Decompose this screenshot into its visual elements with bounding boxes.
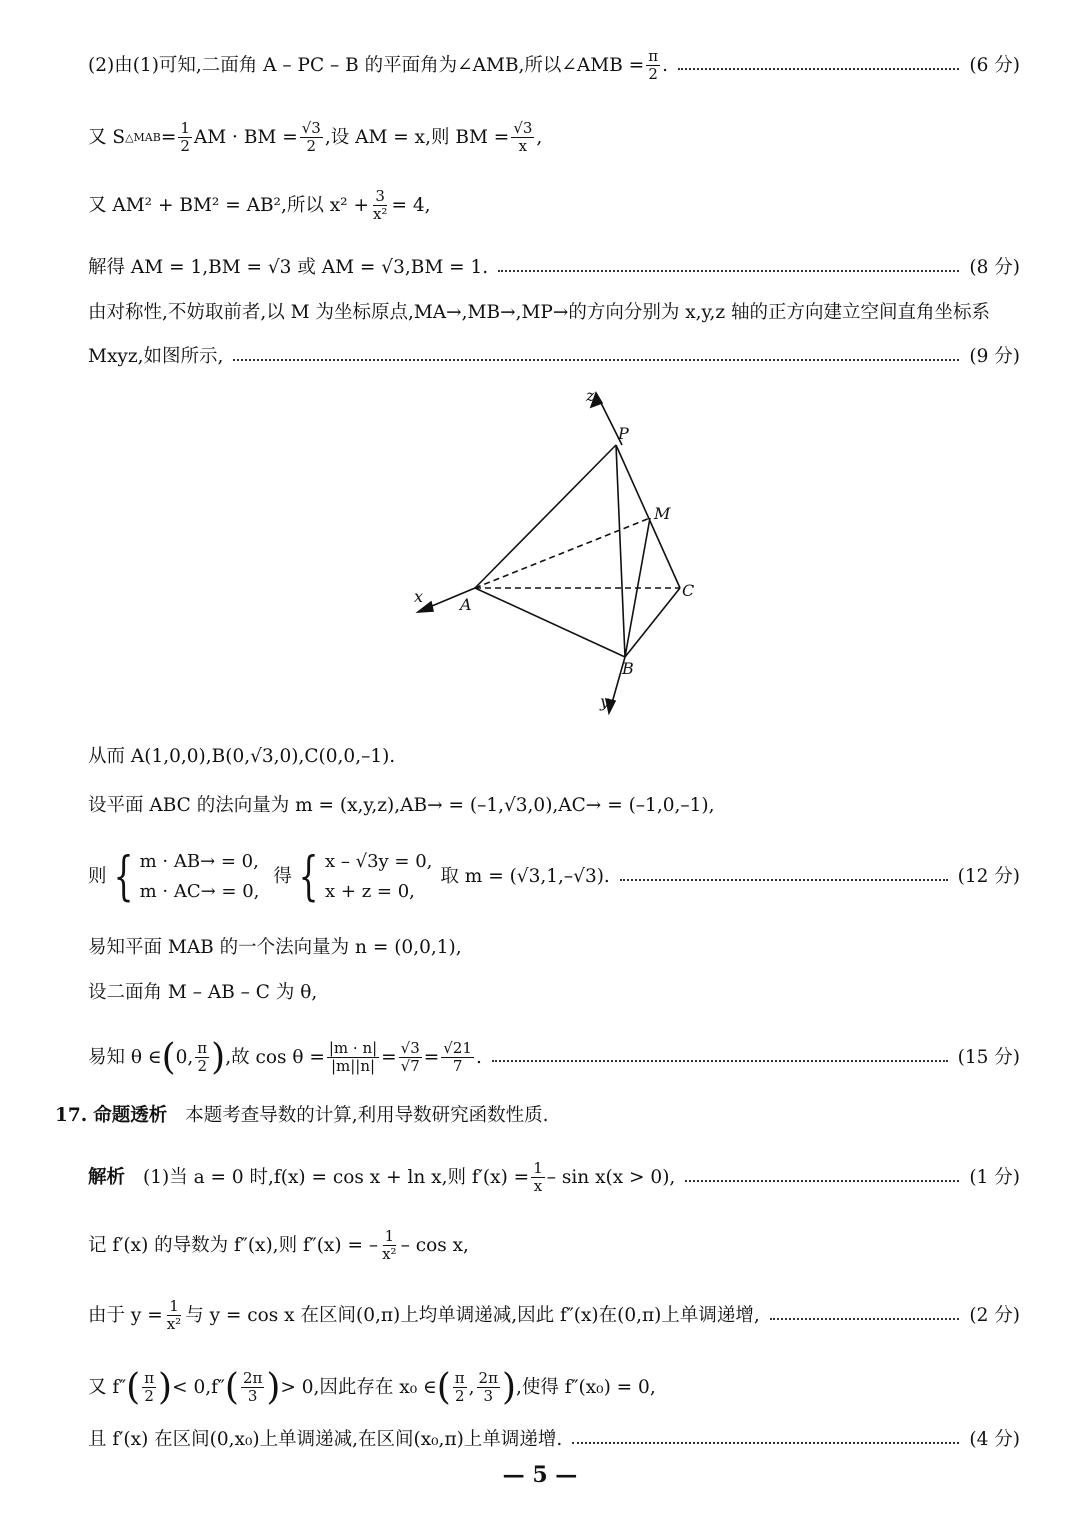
label-y: y <box>600 692 610 711</box>
problem-17-heading: 17. 命题透析 本题考查导数的计算,利用导数研究函数性质. <box>55 1103 1020 1129</box>
edge-AM <box>475 518 650 588</box>
section-label: 解析 <box>88 1166 126 1188</box>
fraction: $\frac{\pi}{2}$ <box>648 47 659 83</box>
score-label: (15 分) <box>957 1046 1020 1068</box>
solution-line-14: 解析 (1)当 a = 0 时,f(x) = cos x + ln x,则 f′(x) = $\frac{1}{x}$ – sin x(x > 0), (1 分) <box>88 1159 1020 1195</box>
solution-line-3: 又 AM² + BM² = AB²,所以 x² + $\frac{3}{\text{x²}}$ = 4, <box>88 187 431 223</box>
edge-PB <box>616 445 625 657</box>
label-A: A <box>460 595 472 614</box>
solution-line-4: 解得 AM = 1,BM = √3 或 AM = √3,BM = 1. (8 分) <box>88 255 1020 281</box>
solution-line-6: Mxyz,如图所示, (9 分) <box>88 344 1020 370</box>
fraction: $\frac{\pi}{2}$ <box>144 1369 155 1405</box>
score-label: (2 分) <box>969 1304 1020 1326</box>
fraction: $\frac{1}{\text{x²}}$ <box>382 1227 397 1263</box>
solution-line-7: 从而 A(1,0,0),B(0,√3,0),C(0,0,–1). <box>88 746 396 767</box>
section-label: 命题透析 <box>93 1105 168 1126</box>
label-C: C <box>682 581 695 600</box>
equation-system-2: x – √3y = 0, x + z = 0, <box>325 851 433 902</box>
score-label: (1 分) <box>969 1166 1020 1188</box>
fraction: $\frac{1}{x}$ <box>533 1159 543 1195</box>
fraction: $\frac{√3}{2}$ <box>301 119 321 155</box>
fraction: $\frac{√3}{√7}$ <box>400 1039 420 1075</box>
solution-line-2: 又 S △MAB = $\frac{1}{2}$ AM · BM = $\frac{√3}{2}$ ,设 AM = x,则 BM = $\frac{√3}{x}$ , <box>88 119 543 155</box>
fraction: $\frac{3}{\text{x²}}$ <box>372 187 388 223</box>
fraction: $\frac{2\pi}{3}$ <box>242 1369 263 1405</box>
score-label: (12 分) <box>957 866 1020 887</box>
solution-line-10: 易知平面 MAB 的一个法向量为 n = (0,0,1), <box>88 937 462 958</box>
solution-line-1: (2)由(1)可知,二面角 A – PC – B 的平面角为∠AMB,所以∠AMB = $\frac{\pi}{2}$ . (6 分) <box>88 47 1020 83</box>
edge-PA <box>475 445 616 588</box>
leader-dots <box>233 359 959 361</box>
leader-dots <box>492 1060 948 1062</box>
fraction: $\frac{√21}{7}$ <box>443 1039 472 1075</box>
problem-number: 17. <box>55 1105 88 1126</box>
solution-line-5: 由对称性,不妨取前者,以 M 为坐标原点,MA→,MB→,MP→的方向分别为 x,y,z 轴的正方向建立空间直角坐标系 <box>88 302 991 323</box>
label-M: M <box>654 504 671 523</box>
label-x: x <box>414 587 424 606</box>
brace: { <box>113 847 133 907</box>
label-z: z <box>586 386 595 405</box>
edge-BC <box>625 588 680 657</box>
solution-line-9: 则 { m · AB→ = 0, m · AC→ = 0, 得 { x – √3y = 0, x + z = 0, 取 m = (√3,1,–√3). (12 分) <box>88 847 1020 907</box>
brace: { <box>298 847 319 907</box>
page-number: — 5 — <box>502 1462 578 1488</box>
fraction: $\frac{√3}{x}$ <box>513 119 533 155</box>
leader-dots <box>620 879 948 881</box>
leader-dots <box>685 1180 959 1182</box>
fraction: $\frac{1}{2}$ <box>180 119 190 155</box>
solution-line-12: 易知 θ ∈ ( 0, $\frac{\pi}{2}$ ) ,故 cos θ = $\frac{|m \cdot n|}{|m||n|}$ = $\frac{√3}{√7}$ = $\frac{√21}{7}$ . (15 分) <box>88 1036 1020 1078</box>
score-label: (9 分) <box>969 346 1020 367</box>
leader-dots <box>498 270 959 272</box>
fraction: $\frac{1}{\text{x²}}$ <box>166 1297 182 1333</box>
edge-AB <box>475 588 625 657</box>
fraction: $\frac{\pi}{2}$ <box>197 1039 208 1075</box>
solution-line-17: 又 f″ ( $\frac{\pi}{2}$ ) < 0,f″ ( $\frac{2\pi}{3}$ ) > 0,因此存在 x₀ ∈ ( $\frac{\pi}{2}$ , $\frac{2\pi}{3}$ ) ,使得 f″(x₀) = 0, <box>88 1366 656 1408</box>
solution-line-15: 记 f′(x) 的导数为 f″(x),则 f″(x) = – $\frac{1}{\text{x²}}$ – cos x, <box>88 1227 469 1263</box>
leader-dots <box>572 1442 959 1444</box>
label-P: P <box>618 424 629 443</box>
fraction: $\frac{|m \cdot n|}{|m||n|}$ <box>328 1039 378 1075</box>
label-B: B <box>622 659 634 678</box>
solution-line-8: 设平面 ABC 的法向量为 m = (x,y,z),AB→ = (–1,√3,0),AC→ = (–1,0,–1), <box>88 795 715 816</box>
solution-line-16: 由于 y = $\frac{1}{\text{x²}}$ 与 y = cos x 在区间(0,π)上均单调递减,因此 f″(x)在(0,π)上单调递增, (2 分) <box>88 1297 1020 1333</box>
score-label: (8 分) <box>969 257 1020 278</box>
line-text: (2)由(1)可知,二面角 A – PC – B 的平面角为∠AMB,所以∠AMB = <box>88 54 645 76</box>
fraction: $\frac{2\pi}{3}$ <box>478 1369 498 1405</box>
edge-PC <box>616 445 680 588</box>
score-label: (6 分) <box>969 54 1020 76</box>
solution-line-18: 且 f′(x) 在区间(0,x₀)上单调递减,在区间(x₀,π)上单调递增. (4 分) <box>88 1427 1020 1453</box>
solution-line-11: 设二面角 M – AB – C 为 θ, <box>88 982 318 1003</box>
leader-dots <box>770 1318 960 1320</box>
equation-system-1: m · AB→ = 0, m · AC→ = 0, <box>139 851 260 902</box>
tetrahedron-figure <box>400 385 710 715</box>
leader-dots <box>678 68 959 70</box>
fraction: $\frac{\pi}{2}$ <box>454 1369 465 1405</box>
score-label: (4 分) <box>969 1429 1020 1450</box>
